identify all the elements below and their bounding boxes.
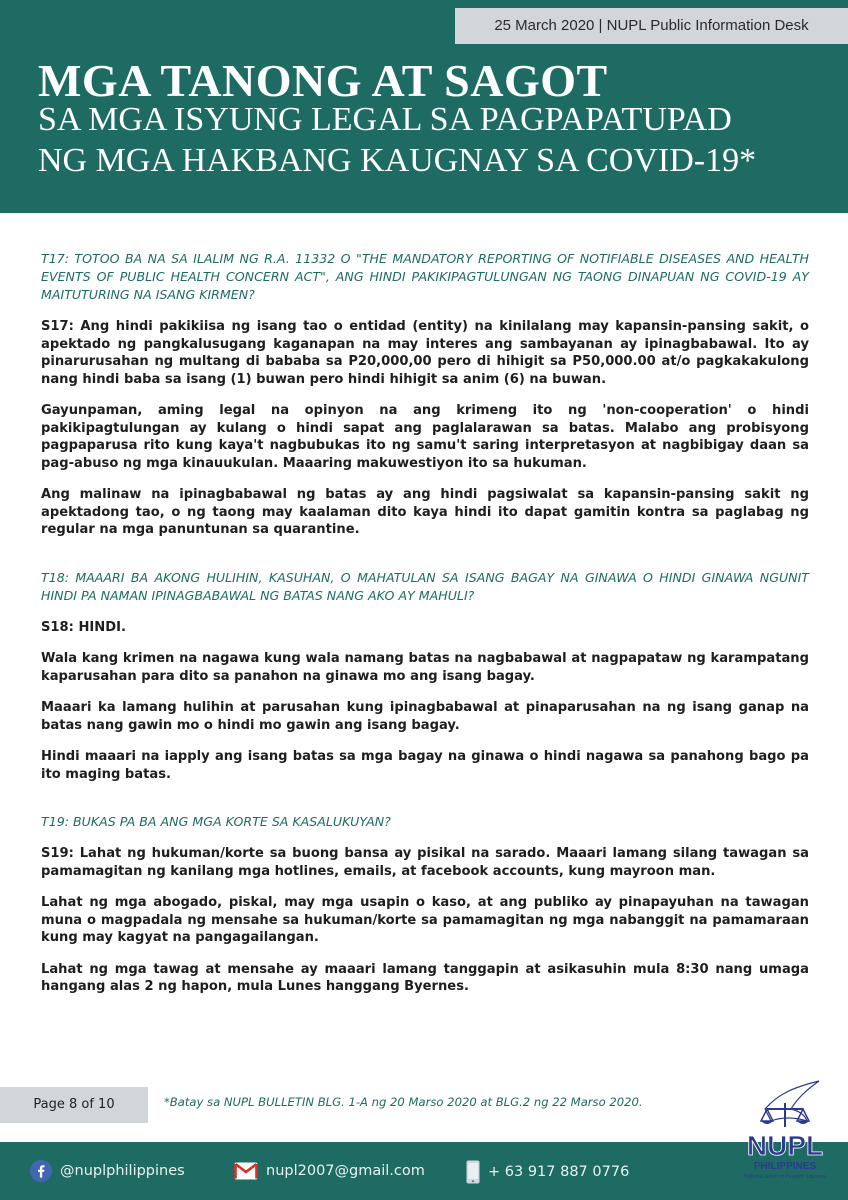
logo-wordmark: NUPL xyxy=(746,1130,824,1161)
answer-s17-p2: Gayunpaman, aming legal na opinyon na ang krimeng ito ng 'non-cooperation' o hindi pakikipagtulungan ay kulang o hindi sapat ang paglalarawan sa batas. Malabo ang probisyong pagpaparusa rito kung kaya't nagbubukas ito ng samu't saring interpretasyon at nagbibigay daan sa pag-abuso ng mga kinauukulan. Maaaring makuwestiyon ito sa hukuman. xyxy=(41,403,809,471)
phone-number: + 63 917 887 0776 xyxy=(488,1164,630,1180)
facebook-handle: @nuplphilippines xyxy=(60,1163,185,1179)
answer-s17-p3: Ang malinaw na ipinagbabawal ng batas ay ang hindi pagsiwalat sa kapansin-pansing sakit ng apektadong tao, o ng taong may kaalaman dito kaya hindi ito dapat gamitin kontra sa paglabag ng regular na mga panuntunan sa quarantine. xyxy=(41,487,809,537)
date-line: 25 March 2020 | NUPL Public Information Desk xyxy=(455,8,848,44)
answer-s18-p1: S18: HINDI. xyxy=(41,619,126,635)
answer-s19-p2: Lahat ng mga abogado, piskal, may mga usapin o kaso, at ang publiko ay pinapayuhan na tawagan muna o magpadala ng mensahe sa hukuman/korte sa pamamagitan ng mga nabanggit na pamamaraan kung may kagyat na pangagailangan. xyxy=(41,895,809,945)
footnote: *Batay sa NUPL BULLETIN BLG. 1-A ng 20 Marso 2020 at BLG.2 ng 22 Marso 2020. xyxy=(164,1095,643,1109)
phone-contact[interactable] xyxy=(466,1160,629,1184)
email-icon xyxy=(234,1162,258,1180)
question-t17: T17: TOTOO BA NA SA ILALIM NG R.A. 11332 O "THE MANDATORY REPORTING OF NOTIFIABLE DISEASES AND HEALTH EVENTS OF PUBLIC HEALTH CONCERN ACT", ANG HINDI PAKIKIPAGTULUNGAN NG TAONG DINAPUAN NG COVID-19 AY MAITUTURING NA ISANG KIRMEN? xyxy=(41,251,809,302)
answer-s19-p3: Lahat ng mga tawag at mensahe ay maaari lamang tanggapin at asikasuhin mula 8:30 nang umaga hangang alas 2 ng hapon, mula Lunes hanggang Byernes. xyxy=(41,961,809,994)
title-line-1: MGA TANONG AT SAGOT xyxy=(38,55,608,106)
answer-s19-p1: S19: Lahat ng hukuman/korte sa buong bansa ay pisikal na sarado. Maaari lamang silang tawagan sa pamamagitan ng kanilang mga hotlines, emails, at facebook accounts, kung mayroon man. xyxy=(41,846,809,879)
answer-s18-p3: Maaari ka lamang hulihin at parusahan kung ipinagbabawal at pinaparusahan na ng isang ganap na batas nang gawin mo o hindi mo gawin ang isang bagay. xyxy=(41,700,809,733)
email-contact[interactable] xyxy=(234,1160,425,1182)
logo-subtitle: National Union of Peoples' Lawyers xyxy=(744,1174,826,1180)
dove-scales-logo xyxy=(735,1075,835,1185)
page-indicator: Page 8 of 10 xyxy=(0,1087,148,1123)
facebook-icon xyxy=(30,1160,52,1182)
facebook-contact[interactable] xyxy=(30,1160,185,1182)
phone-icon xyxy=(466,1160,480,1184)
question-t19: T19: BUKAS PA BA ANG MGA KORTE SA KASALUKUYAN? xyxy=(41,814,391,829)
title-line-2: SA MGA ISYUNG LEGAL SA PAGPAPATUPAD xyxy=(38,101,732,138)
header-banner xyxy=(0,0,848,213)
nupl-logo xyxy=(735,1075,835,1185)
logo-country: PHILIPPINES xyxy=(753,1161,817,1172)
qa-content xyxy=(41,250,809,1010)
question-t18: T18: MAAARI BA AKONG HULIHIN, KASUHAN, O MAHATULAN SA ISANG BAGAY NA GINAWA O HINDI GINAWA NGUNIT HINDI PA NAMAN IPINAGBABAWAL NG BATAS NANG AKO AY MAHULI? xyxy=(41,569,809,603)
answer-s17-p1: S17: Ang hindi pakikiisa ng isang tao o entidad (entity) na kinilalang may kapansin-pansing sakit, o apektado ng pangkalusugang kaganapan na may interes ang sambayanan ay ipinagbabawal. Ito ay pinarurusahan ng multang di bababa sa P20,000,00 pero di hihigit sa P50,000.00 at/o pagkakakulong nang hindi baba sa isang (1) buwan pero hindi hihigit sa anim (6) na buwan. xyxy=(41,319,809,387)
answer-s18-p4: Hindi maaari na iapply ang isang batas sa mga bagay na ginawa o hindi nagawa sa panahong bago pa ito maging batas. xyxy=(41,749,809,782)
answer-s18-p2: Wala kang krimen na nagawa kung wala namang batas na nagbabawal at nagpapataw ng karampatang kaparusahan para dito sa panahon na ginawa mo ang isang bagay. xyxy=(41,651,809,684)
email-address: nupl2007@gmail.com xyxy=(266,1163,425,1179)
title-line-3: NG MGA HAKBANG KAUGNAY SA COVID-19* xyxy=(38,142,757,179)
